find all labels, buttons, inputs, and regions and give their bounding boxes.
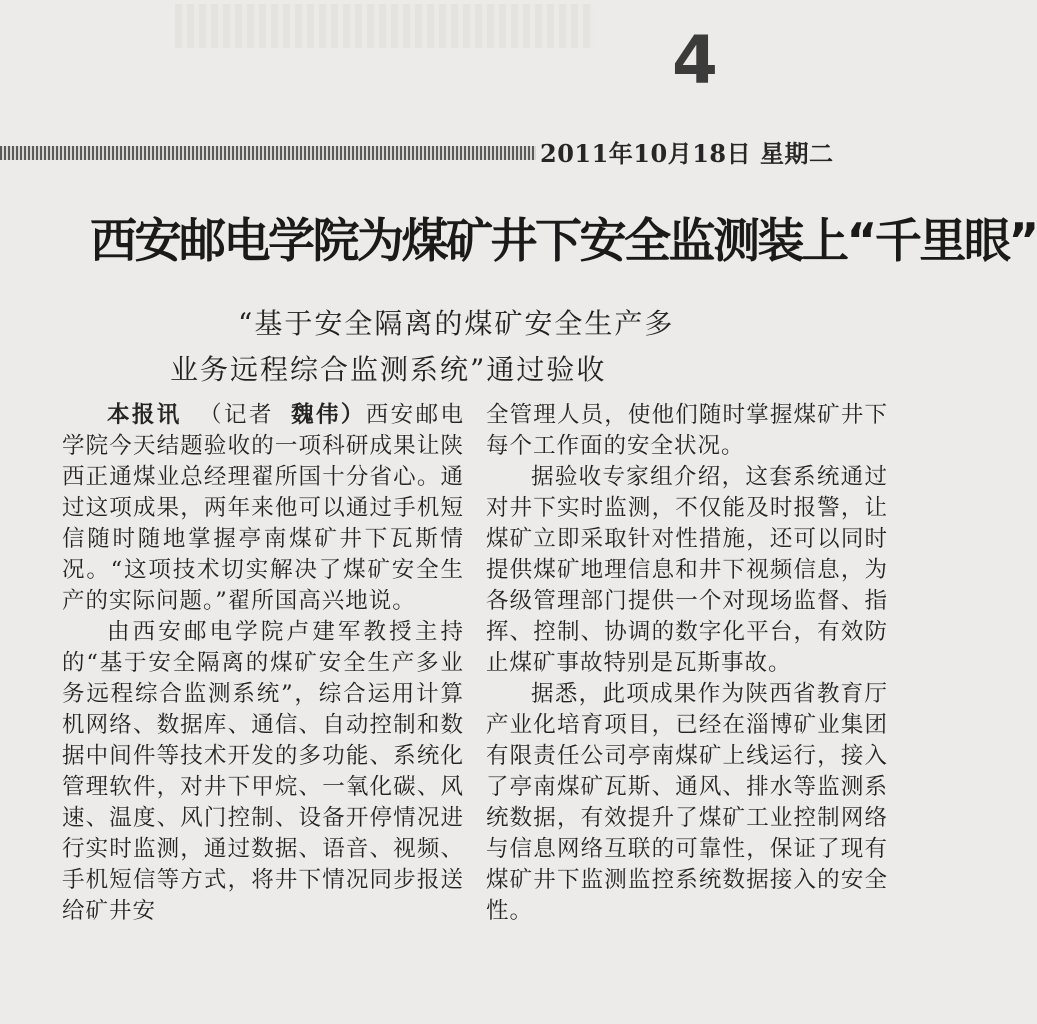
article-column-right xyxy=(486,400,888,927)
article-column-left xyxy=(62,400,464,927)
paragraph-2: 由西安邮电学院卢建军教授主持的“基于安全隔离的煤矿安全生产多业务远程综合监测系统”，综合运用计算机网络、数据库、通信、自动控制和数据中间件等技术开发的多功能、系统化管理软件，对井下甲烷、一氧化碳、风速、温度、风门控制、设备开停情况进行实时监测，通过数据、语音、视频、手机短信等方式，将井下情况同步报送给矿井安 xyxy=(62,619,464,924)
subtitle-line-1: “基于安全隔离的煤矿安全生产多 xyxy=(238,307,675,340)
masthead-rule xyxy=(0,146,536,160)
dateline-lead: 本报讯 xyxy=(107,402,182,428)
paragraph-1 xyxy=(62,400,464,617)
bleed-through-band xyxy=(175,4,595,48)
subtitle-line-2: 业务远程综合监测系统”通过验收 xyxy=(170,353,607,386)
issue-date: 2011年10月18日 星期二 xyxy=(540,139,834,168)
headline: 西安邮电学院为煤矿井下安全监测装上“千里眼” xyxy=(90,214,1037,269)
paragraph-3: 据验收专家组介绍，这套系统通过对井下实时监测，不仅能及时报警，让煤矿立即采取针对性措施，还可以同时提供煤矿地理信息和井下视频信息，为各级管理部门提供一个对现场监督、指挥、控制、协调的数字化平台，有效防止煤矿事故特别是瓦斯事故。 xyxy=(486,464,888,676)
reporter-name: 魏伟） xyxy=(289,402,366,428)
paragraph-4: 据悉，此项成果作为陕西省教育厅产业化培育项目，已经在淄博矿业集团有限责任公司亭南煤矿上线运行，接入了亭南煤矿瓦斯、通风、排水等监测系统数据，有效提升了煤矿工业控制网络与信息网络互联的可靠性，保证了现有煤矿井下监测监控系统数据接入的安全性。 xyxy=(486,681,888,924)
paragraph-2-continued: 全管理人员，使他们随时掌握煤矿井下每个工作面的安全状况。 xyxy=(486,402,888,459)
page-number: 4 xyxy=(672,22,718,99)
dateline-reporter-open: （记者 xyxy=(197,402,274,428)
paragraph-1-body: 西安邮电学院今天结题验收的一项科研成果让陕西正通煤业总经理翟所国十分省心。通过这项成果，两年来他可以通过手机短信随时随地掌握亭南煤矿井下瓦斯情况。“这项技术切实解决了煤矿安全生产的实际问题。”翟所国高兴地说。 xyxy=(62,402,464,614)
